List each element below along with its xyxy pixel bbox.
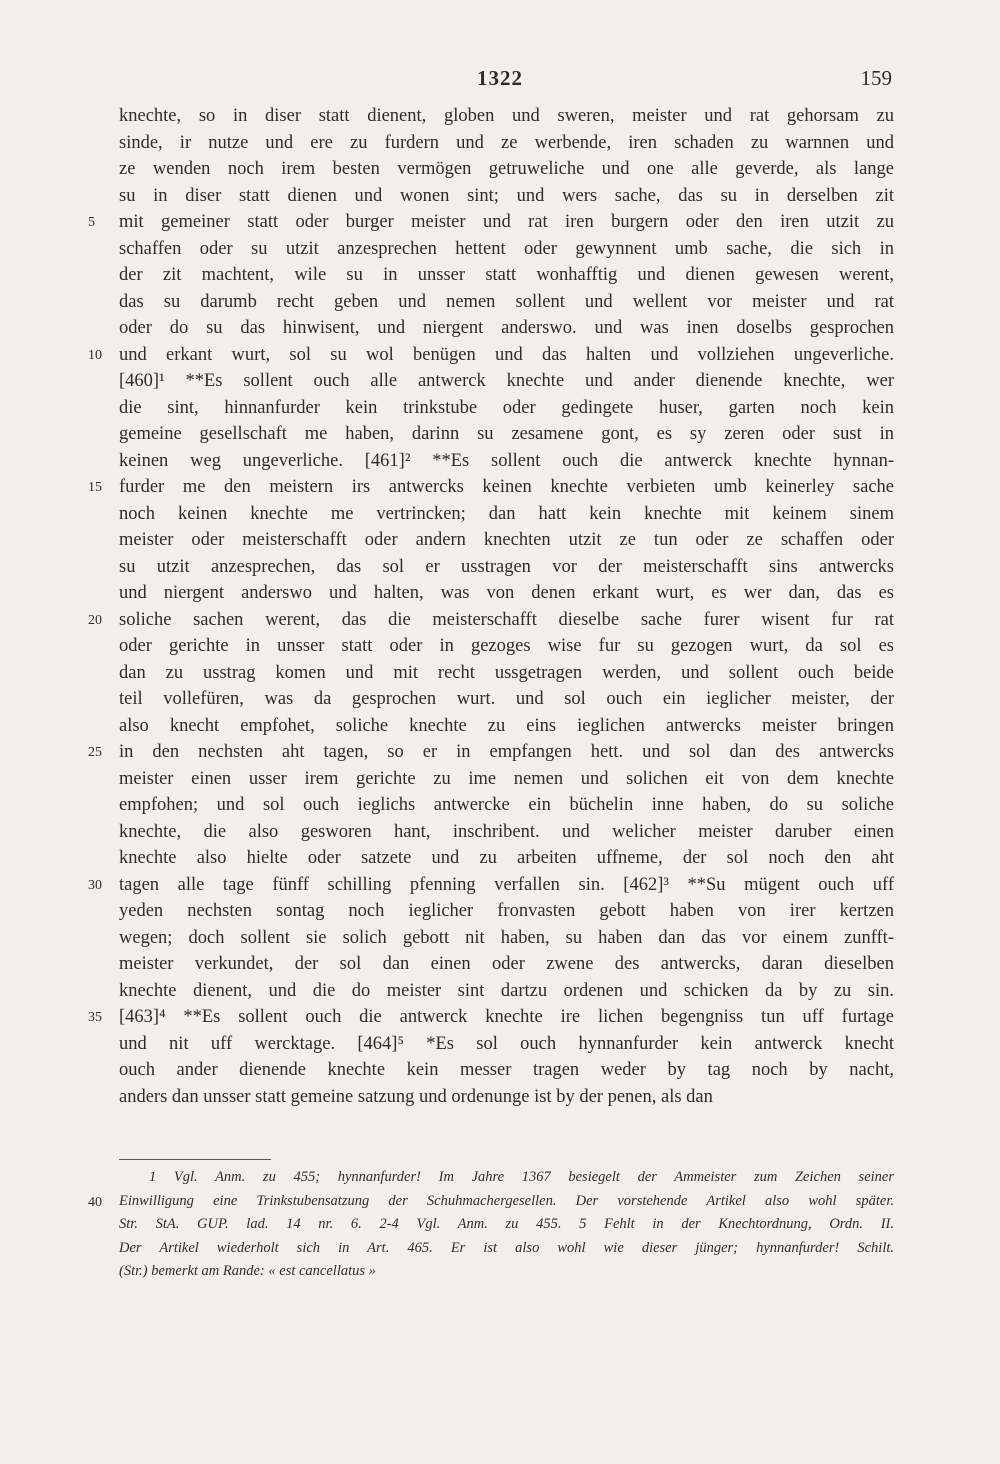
line-number: 15 — [88, 480, 102, 495]
footnote-divider — [119, 1159, 271, 1160]
text-line: [460]¹ **Es sollent ouch alle antwerck knechte und ander dienende knechte, wer — [119, 371, 894, 391]
text-line: das su darumb recht geben und nemen sollent und wellent vor meister und rat — [119, 291, 894, 312]
text-line: anders dan unsser statt gemeine satzung und ordenunge ist by der penen, als dan — [119, 1086, 713, 1107]
text-line: dan zu usstrag komen und mit recht ussgetragen werden, und sollent ouch beide — [119, 662, 894, 683]
text-line: empfohen; und sol ouch ieglichs antwercke ein büchelin inne haben, do su soliche — [119, 795, 894, 815]
text-line: ze wenden noch irem besten vermögen getruweliche und one alle geverde, als lange — [119, 159, 894, 179]
text-line: sinde, ir nutze und ere zu furdern und ze werbende, iren schaden zu warnnen und — [119, 132, 894, 153]
text-line: 5 mit gemeiner statt oder burger meister und rat iren burgern oder den iren utzit zu — [119, 209, 894, 236]
line-number: 5 — [88, 215, 95, 230]
footnotes — [88, 1166, 894, 1284]
text-line: su utzit anzesprechen, das sol er usstragen vor der meisterschafft sins antwercks — [119, 556, 894, 577]
footnote-line: 40 Einwilligung eine Trinkstubensatzung der Schuhmachergesellen. Der vorstehende Artikel also wohl später. — [119, 1190, 894, 1214]
line-number: 30 — [88, 877, 102, 893]
text-line: wegen; doch sollent sie solich gebott nit haben, su haben dan das vor einem zunfft- — [119, 927, 894, 948]
line-number: 40 — [88, 1194, 102, 1210]
text-line: 30 tagen alle tage fünff schilling pfenning verfallen sin. [462]³ **Su mügent ouch uff — [119, 872, 894, 899]
text-line: meister einen usser irem gerichte zu ime nemen und solichen eit von dem knechte — [119, 768, 894, 789]
text-line: knechte, die also gesworen hant, inschribent. und welicher meister daruber einen — [119, 821, 894, 842]
text-line: noch keinen knechte me vertrincken; dan hatt kein knechte mit keinem sinem — [119, 503, 894, 524]
text-line: 20 soliche sachen werent, das die meisterschafft dieselbe sache furer wisent fur rat — [119, 607, 894, 634]
text-line: und niergent anderswo und halten, was von denen erkant wurt, es wer dan, das es — [119, 583, 894, 603]
text-line: meister oder meisterschafft oder andern knechten utzit ze tun oder ze schaffen oder — [119, 530, 894, 550]
text-line: oder do su das hinwisent, und niergent anderswo. und was inen doselbs gesprochen — [119, 318, 894, 338]
text-line: schaffen oder su utzit anzesprechen hettent oder gewynnent umb sache, die sich in — [119, 238, 894, 259]
line-number: 20 — [88, 612, 102, 628]
text-line: su in diser statt dienen und wonen sint; und wers sache, das su in derselben zit — [119, 185, 894, 206]
text-line: yeden nechsten sontag noch ieglicher fronvasten gebott haben von irer kertzen — [119, 901, 894, 921]
text-line: meister verkundet, der sol dan einen oder zwene des antwercks, daran dieselben — [119, 954, 894, 974]
page-header-year: 1322 — [477, 66, 523, 90]
text-line: teil vollefüren, was da gesprochen wurt. und sol ouch ein ieglicher meister, der — [119, 689, 894, 709]
text-line: und nit uff wercktage. [464]⁵ *Es sol ouch hynnanfurder kein antwerck knecht — [119, 1033, 894, 1054]
footnote-line: Str. StA. GUP. lad. 14 nr. 6. 2-4 Vgl. Anm. zu 455. 5 Fehlt in der Knechtordnung, Ordn. II. — [119, 1216, 894, 1232]
footnote-line: Der Artikel wiederholt sich in Art. 465. Er ist also wohl wie dieser jünger; hynnanfurder! Schilt. — [119, 1239, 894, 1256]
footnote-line: (Str.) bemerkt am Rande: « est cancellatus » — [119, 1263, 376, 1279]
text-line: gemeine gesellschaft me haben, darinn su zesamene gont, es sy zeren oder sust in — [119, 424, 894, 444]
text-line: 15 furder me den meistern irs antwercks keinen knechte verbieten umb keinerley sache — [119, 474, 894, 501]
text-line: 35 [463]⁴ **Es sollent ouch die antwerck knechte ire lichen begengniss tun uff furtage — [119, 1004, 894, 1031]
page-number: 159 — [860, 66, 892, 90]
text-line: oder gerichte in unsser statt oder in gezoges wise fur su gezogen wurt, da sol es — [119, 636, 894, 656]
main-text — [88, 103, 894, 1110]
text-line: knechte also hielte oder satzete und zu arbeiten uffneme, der sol noch den aht — [119, 848, 894, 868]
text-line: der zit machtent, wile su in unsser statt wonhafftig und dienen gewesen werent, — [119, 265, 894, 285]
text-line: knechte, so in diser statt dienent, globen und sweren, meister und rat gehorsam zu — [119, 106, 894, 126]
line-number: 10 — [88, 347, 102, 363]
text-line: also knecht empfohet, soliche knechte zu eins ieglichen antwercks meister bringen — [119, 715, 894, 736]
text-line: ouch ander dienende knechte kein messer tragen weder by tag noch by nacht, — [119, 1060, 894, 1080]
text-line: die sint, hinnanfurder kein trinkstube oder gedingete huser, garten noch kein — [119, 397, 894, 418]
line-number: 35 — [88, 1010, 102, 1025]
text-line: 10 und erkant wurt, sol su wol benügen und das halten und vollziehen ungeverliche. — [119, 342, 894, 369]
text-line: knechte dienent, und die do meister sint dartzu ordenen und schicken da by zu sin. — [119, 980, 894, 1001]
text-line: 25 in den nechsten aht tagen, so er in empfangen hett. und sol dan des antwercks — [119, 739, 894, 766]
text-line: keinen weg ungeverliche. [461]² **Es sollent ouch die antwerck knechte hynnan- — [119, 450, 894, 471]
line-number: 25 — [88, 745, 102, 760]
footnote-line: 1 Vgl. Anm. zu 455; hynnanfurder! Im Jahre 1367 besiegelt der Ammeister zum Zeichen seiner — [149, 1169, 894, 1185]
